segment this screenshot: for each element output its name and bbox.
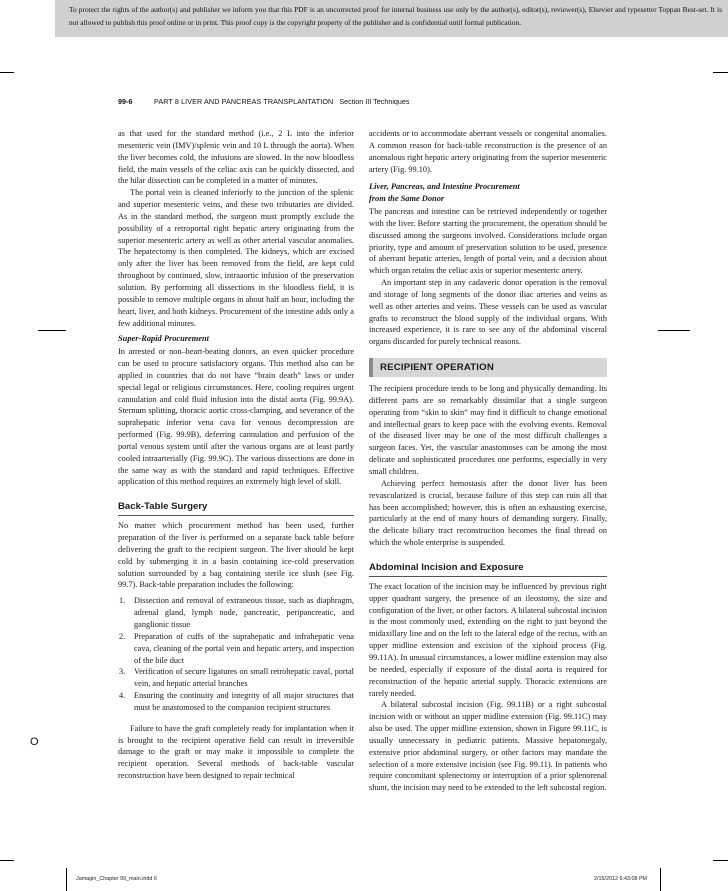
crop-mark-right-mid xyxy=(658,330,690,331)
section-title: Section III Techniques xyxy=(339,97,410,106)
paragraph: Achieving perfect hemostasis after the donor liver has been revascularized is crucial, because failure of this step can ruin all that has been accomplished; however, this is often an exhausting exercise, particularly at the end of many hours of demanding surgery. Finally, the delicate biliary tract reconstruction becomes the final thread on which the whole enterprise is suspended. xyxy=(369,478,607,548)
list-number: 2. xyxy=(119,631,126,641)
paragraph: No matter which procurement method has been used, further preparation of the liver is performed on a separate back table before delivering the graft to the recipient surgeon. The liver should be kept cold by submerging it in a basin containing ice-cold preservation solution surrounded by a bag containing sterile ice slush (see Fig. 99.7). Back-table preparation includes the following: xyxy=(118,521,354,590)
right-column xyxy=(369,128,607,794)
paragraph: The exact location of the incision may be influenced by previous right upper quadrant surgery, the presence of an ileostomy, the size and configuration of the liver, or other factors. A bilateral subcostal incision is the most commonly used, extending on the right to just beyond the midaxillary line and on the left to the lateral edge of the rectus, with an upper midline extension and excision of the xiphoid process (Fig. 99.11A). In unusual circumstances, a lower midline extension may also be needed, especially if exposure of the distal aorta is required for reconstruction of the hepatic arterial supply. Thoracic extensions are rarely needed. xyxy=(369,581,607,698)
list-item xyxy=(118,666,354,690)
paragraph: In arrested or non–heart-beating donors, an even quicker procedure can be used to procure satisfactory organs. This method also can be applied in countries that do not have “brain death” laws or under special legal or religious circumstances. Here, cooling requires urgent cannulation and cold fluid infusion into the distal aorta (Fig. 99.9A). Sternum splitting, thoracic aortic cross-clamping, and severance of the suprahepatic inferior vena cava for venous decompression are performed (Fig. 99.9B), deferring cannulation and perfusion of the portal venous system until after the various organs are at least partly cooled intraarterially (Fig. 99.9C). The various dissections are done in the same way as with the standard and rapid techniques. Effective application of this method requires an extremely high level of skill. xyxy=(118,347,354,487)
list-item xyxy=(118,595,354,631)
proof-notice-banner: To protect the rights of the author(s) and publisher we inform you that this PDF is an uncorrected proof for internal business use only by the author(s), editor(s), reviewer(s), Elsevier and typesetter Toppan Best-set. It is not allowed to publish this proof online or in print. This proof copy is the copyright property of the publisher and is confidential until formal publication. xyxy=(55,0,728,37)
crop-mark-left-top xyxy=(0,72,14,73)
paragraph: The recipient procedure tends to be long and physically demanding. Its different parts are so remarkably dissimilar that a single surgeon operating from “skin to skin” may find it difficult to change emotional and intellectual gears to keep pace with the evolving events. Removal of the diseased liver may be one of the most difficult challenges a surgeon faces. Yet, the vascular anastomoses can be among the most delicate and sophisticated procedures one performs, especially in very small children. xyxy=(369,384,607,476)
list-item-text: Preparation of cuffs of the suprahepatic and infrahepatic vena cava, cleaning of the portal vein and hepatic artery, and inspection of the bile duct xyxy=(134,631,354,665)
subsection-heading xyxy=(369,181,607,205)
running-head xyxy=(118,97,638,109)
list-number: 3. xyxy=(119,667,126,677)
page-number: 99-6 xyxy=(118,97,133,106)
paragraph: An important step in any cadaveric donor operation is the removal and storage of long segments of the donor iliac arteries and veins as well as other arteries and veins. These vessels can be used as vascular grafts to reconstruct the blood supply of the individual organs. With increased experience, it is rare to see any of the abdominal visceral organs discarded for purely technical reasons. xyxy=(369,278,607,347)
list-number: 1. xyxy=(119,596,126,606)
part-title: PART 8 LIVER AND PANCREAS TRANSPLANTATION xyxy=(154,97,334,106)
crop-mark-left-bottom xyxy=(0,860,14,861)
left-column xyxy=(118,128,354,782)
paragraph: The portal vein is cleaned inferiorly to the junction of the splenic and superior mesenteric veins, and these two tributaries are divided. As in the standard method, the surgeon must promptly exclude the possibility of a retroportal right hepatic artery originating from the superior mesenteric artery as well as other arterial vascular anomalies. The hepatectomy is then completed. The kidneys, which are excised only after the liver has been removed from the field, are kept cold throughout by continued, slow, intraaortic infusion of the preservation solution. By performing all dissections in the bloodless field, it is possible to remove multiple organs in about half an hour, including the heart, liver, and both kidneys. Procurement of the intestine adds only a few additional minutes. xyxy=(118,188,354,328)
list-number: 4. xyxy=(119,691,126,701)
list-item-text: Dissection and removal of extraneous tissue, such as diaphragm, adrenal gland, lymph node, pancreatic, peripancreatic, and ganglionic tissue xyxy=(134,596,354,630)
margin-mark: O xyxy=(30,736,39,748)
crop-mark-vertical-bottom-right xyxy=(660,868,661,891)
subsection-heading-line: from the Same Donor xyxy=(369,194,445,204)
section-heading: Back-Table Surgery xyxy=(118,500,354,516)
list-item-text: Ensuring the continuity and integrity of all major structures that must be anastomosed to the companion recipient structures xyxy=(134,691,354,712)
paragraph: accidents or to accommodate aberrant vessels or congenital anomalies. A common reason for back-table reconstruction is the presence of an anomalous right hepatic artery originating from the superior mesenteric artery (Fig. 99.10). xyxy=(369,129,607,174)
list-item xyxy=(118,631,354,667)
crop-mark-right-top xyxy=(713,72,728,73)
subsection-heading: Super-Rapid Procurement xyxy=(118,334,209,344)
section-heading: Abdominal Incision and Exposure xyxy=(369,561,607,577)
recipient-operation-heading: RECIPIENT OPERATION xyxy=(369,358,607,377)
crop-mark-vertical-bottom-left xyxy=(66,868,67,891)
paragraph: A bilateral subcostal incision (Fig. 99.11B) or a right subcostal incision with or without an upper midline extension (Fig. 99.11C) may also be used. The upper midline extension, shown in Figure 99.11C, is usually unnecessary in pediatric patients. Massive hepatomegaly, extensive prior abdominal surgery, or other factors may mandate the selection of a more extensive incision (see Fig. 99.11). In patients who require concomitant splenectomy or interruption of a prior splenorenal shunt, the incision may need to be extended to the left subcostal region. xyxy=(369,700,607,793)
numbered-list xyxy=(118,595,354,713)
subsection-heading-line: Liver, Pancreas, and Intestine Procurement xyxy=(369,182,520,192)
crop-mark-left-mid xyxy=(38,330,66,331)
paragraph: The pancreas and intestine can be retrieved independently or together with the liver. Before starting the procurement, the operation should be discussed among the surgeons involved. Considerations include organ priority, type and amount of preservation solution to be used, presence of aberrant hepatic arteries, length of portal vein, and a decision about which organ retains the celiac axis or superior mesenteric artery. xyxy=(369,206,607,276)
footer-filename: Jamagin_Chapter 99_main.indd 6 xyxy=(76,876,157,882)
footer-timestamp: 2/15/2012 6:43:08 PM xyxy=(594,876,648,882)
paragraph: as that used for the standard method (i.e., 2 L into the inferior mesenteric vein (IMV)/splenic vein and 10 L through the aorta). When the liver becomes cold, the infusions are slowed. In the now bloodless field, the main vessels of the celiac axis can be quickly dissected, and the hilar dissection can be completed in a matter of minutes. xyxy=(118,129,354,186)
crop-mark-right-bottom xyxy=(713,860,728,861)
list-item xyxy=(118,690,354,714)
list-item-text: Verification of secure ligatures on small retrohepatic caval, portal vein, and hepatic arterial branches xyxy=(134,667,354,689)
paragraph: Failure to have the graft completely ready for implantation when it is brought to the recipient operative field can result in irreversible damage to the graft or may make it impossible to complete the recipient operation. Several methods of back-table vascular reconstruction have been designed to repair technical xyxy=(118,723,354,781)
